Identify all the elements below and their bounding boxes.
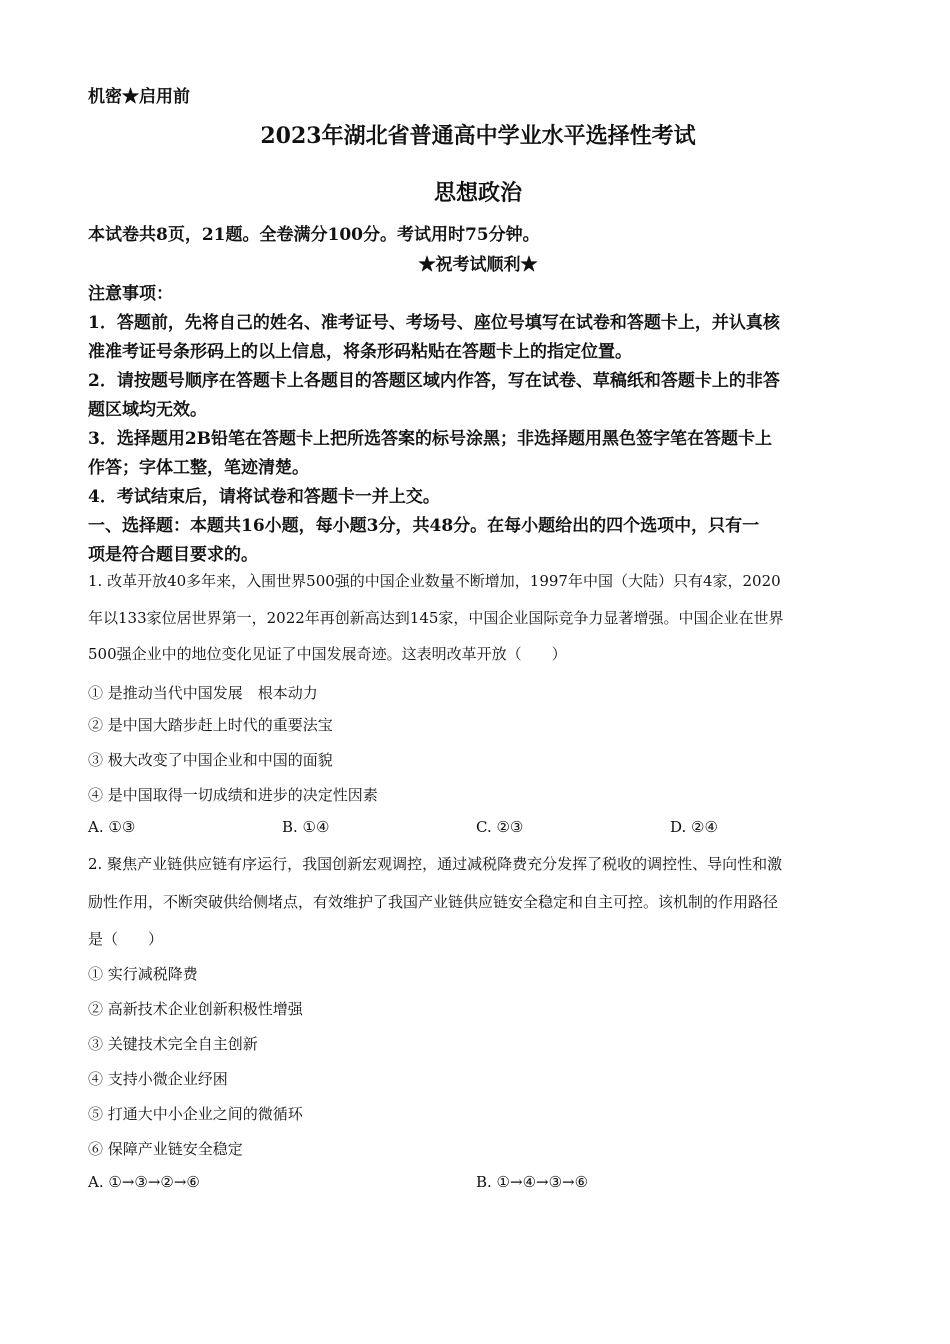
confidential-label: 机密★启用前 xyxy=(88,87,190,107)
good-luck-line: ★祝考试顺利★ xyxy=(418,255,538,275)
note-line: 4．考试结束后，请将试卷和答题卡一并上交。 xyxy=(88,487,440,507)
question-2-stem: 2. 聚焦产业链供应链有序运行，我国创新宏观调控，通过减税降费充分发挥了税收的调控性、导向性和激 xyxy=(88,855,783,873)
note-line: 3．选择题用2B铅笔在答题卡上把所选答案的标号涂黑；非选择题用黑色签字笔在答题卡上 xyxy=(88,429,773,449)
section-heading: 一、选择题：本题共16小题，每小题3分，共48分。在每小题给出的四个选项中，只有一 xyxy=(88,516,760,536)
exam-info: 本试卷共8页，21题。全卷满分100分。考试用时75分钟。 xyxy=(88,225,540,245)
question-2-item: ⑤ 打通大中小企业之间的微循环 xyxy=(88,1105,303,1123)
question-1-item: ③ 极大改变了中国企业和中国的面貌 xyxy=(88,751,333,769)
question-2-item: ③ 关键技术完全自主创新 xyxy=(88,1035,258,1053)
note-line: 准准考证号条形码上的以上信息，将条形码粘贴在答题卡上的指定位置。 xyxy=(88,342,632,362)
question-2-item: ⑥ 保障产业链安全稳定 xyxy=(88,1140,243,1158)
question-1-stem: 500强企业中的地位变化见证了中国发展奇迹。这表明改革开放（ ） xyxy=(88,645,567,663)
question-1-option-c[interactable]: C. ②③ xyxy=(476,818,524,836)
question-2-item: ④ 支持小微企业纾困 xyxy=(88,1070,228,1088)
question-1-item: ④ 是中国取得一切成绩和进步的决定性因素 xyxy=(88,786,378,804)
question-1-option-b[interactable]: B. ①④ xyxy=(282,818,330,836)
question-1-option-a[interactable]: A. ①③ xyxy=(88,818,136,836)
question-2-stem: 是（ ） xyxy=(88,930,164,948)
question-2-option-b[interactable]: B. ①→④→③→⑥ xyxy=(476,1173,589,1191)
question-2-stem: 励性作用，不断突破供给侧堵点，有效维护了我国产业链供应链安全稳定和自主可控。该机制的作用路径 xyxy=(88,893,779,911)
question-2-item: ① 实行减税降费 xyxy=(88,965,198,983)
question-1-option-d[interactable]: D. ②④ xyxy=(670,818,718,836)
subject-title: 思想政治 xyxy=(433,180,522,206)
question-1-item: ① 是推动当代中国发展 根本动力 xyxy=(88,684,318,702)
exam-title: 2023年湖北省普通高中学业水平选择性考试 xyxy=(260,123,696,149)
question-1-item: ② 是中国大踏步赶上时代的重要法宝 xyxy=(88,716,333,734)
section-heading: 项是符合题目要求的。 xyxy=(88,545,258,565)
question-1-stem: 年以133家位居世界第一，2022年再创新高达到145家，中国企业国际竞争力显著增强。中国企业在世界 xyxy=(88,609,784,627)
question-2-option-a[interactable]: A. ①→③→②→⑥ xyxy=(88,1173,200,1191)
question-1-stem: 1. 改革开放40多年来，入围世界500强的中国企业数量不断增加，1997年中国（大陆）只有4家，2020 xyxy=(88,572,781,590)
note-line: 2．请按题号顺序在答题卡上各题目的答题区域内作答，写在试卷、草稿纸和答题卡上的非答 xyxy=(88,371,780,391)
question-2-item: ② 高新技术企业创新积极性增强 xyxy=(88,1000,303,1018)
note-line: 题区域均无效。 xyxy=(88,400,207,420)
note-line: 1．答题前，先将自己的姓名、准考证号、考场号、座位号填写在试卷和答题卡上，并认真核 xyxy=(88,313,780,333)
note-line: 作答；字体工整，笔迹清楚。 xyxy=(88,458,309,478)
notes-heading: 注意事项： xyxy=(88,284,173,304)
